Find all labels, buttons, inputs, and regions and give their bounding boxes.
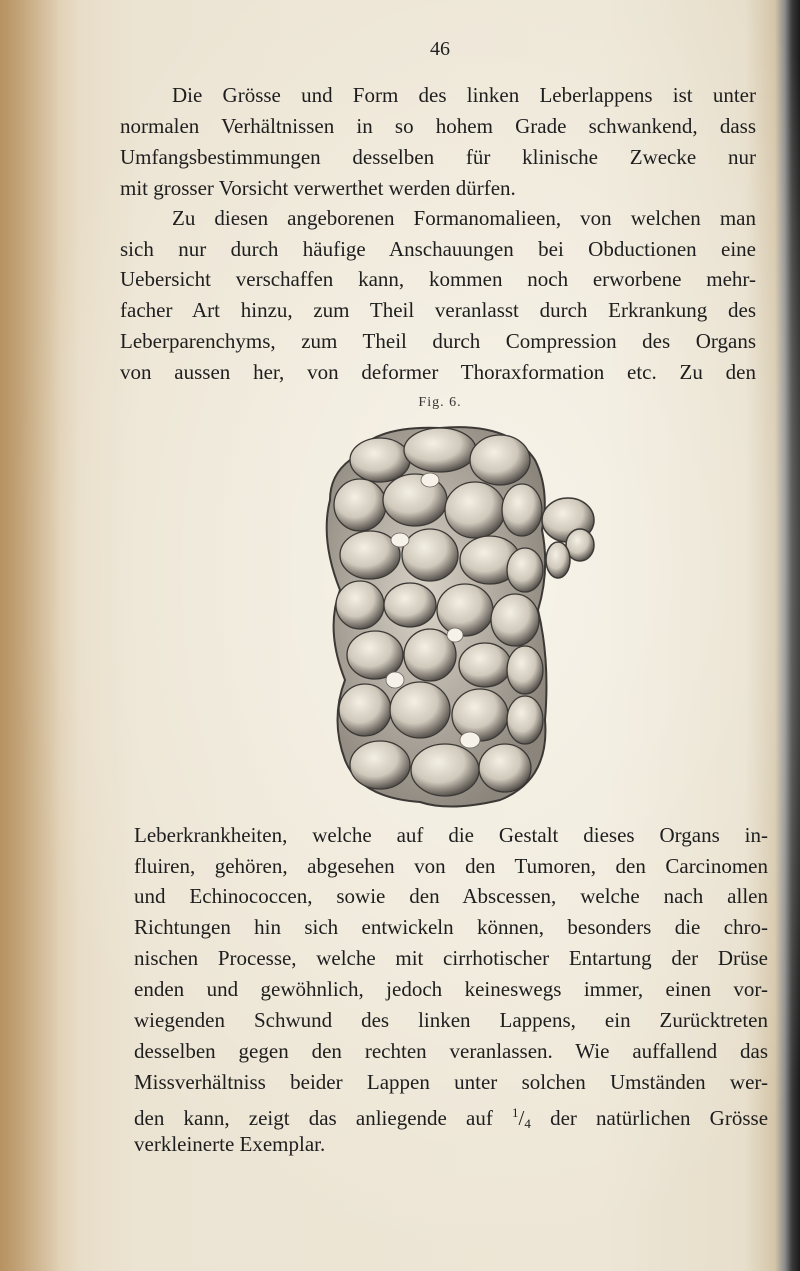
text-line: normalen Verhältnissen in so hohem Grade schwankend, dass [120, 114, 756, 138]
text-line: fluiren, gehören, abgesehen von den Tumoren, den Carcinomen [134, 854, 768, 878]
text-segment: den kann, zeigt das anliegende auf [134, 1106, 493, 1130]
figure-caption: Fig. 6. [418, 395, 462, 410]
text-line: nischen Processe, welche mit cirrhotischer Entartung der Drüse [134, 946, 768, 970]
text-line: verkleinerte Exemplar. [134, 1132, 326, 1156]
fraction: $^1/_4$ [512, 1105, 531, 1131]
fraction-numerator: 1 [512, 1105, 519, 1120]
text-line: Umfangsbestimmungen desselben für klinische Zwecke nur [120, 145, 756, 169]
text-line: Leberparenchyms, zum Theil durch Compression des Organs [120, 329, 756, 353]
text-segment: der natürlichen Grösse [550, 1106, 769, 1130]
text-line: Die Grösse und Form des linken Leberlappens ist unter [172, 83, 756, 107]
text-line: Uebersicht verschaffen kann, kommen noch erworbene mehr- [120, 267, 756, 291]
text-line: wiegenden Schwund des linken Lappens, ein Zurücktreten [134, 1008, 768, 1032]
page-number: 46 [430, 38, 450, 60]
text-line: von aussen her, von deformer Thoraxformation etc. Zu den [120, 360, 756, 384]
text-line: sich nur durch häufige Anschauungen bei Obductionen eine [120, 237, 756, 261]
page-gutter-shadow [0, 0, 60, 1271]
text-line: desselben gegen den rechten veranlassen. Wie auffallend das [134, 1039, 768, 1063]
text-line: Leberkrankheiten, welche auf die Gestalt dieses Organs in- [134, 823, 768, 847]
text-line: und Echinococcen, sowie den Abscessen, welche nach allen [134, 884, 768, 908]
text-line: facher Art hinzu, zum Theil veranlasst durch Erkrankung des [120, 298, 756, 322]
fraction-denominator: 4 [524, 1116, 531, 1131]
liver-illustration [300, 420, 620, 810]
text-line: Missverhältniss beider Lappen unter solchen Umständen wer- [134, 1070, 768, 1094]
text-line: enden und gewöhnlich, jedoch keineswegs immer, einen vor- [134, 977, 768, 1001]
text-line: Zu diesen angeborenen Formanomalieen, von welchen man [172, 206, 756, 230]
text-line: mit grosser Vorsicht verwerthet werden dürfen. [120, 176, 516, 200]
text-line-with-fraction [134, 1098, 769, 1131]
text-line: Richtungen hin sich entwickeln können, besonders die chro- [134, 915, 768, 939]
